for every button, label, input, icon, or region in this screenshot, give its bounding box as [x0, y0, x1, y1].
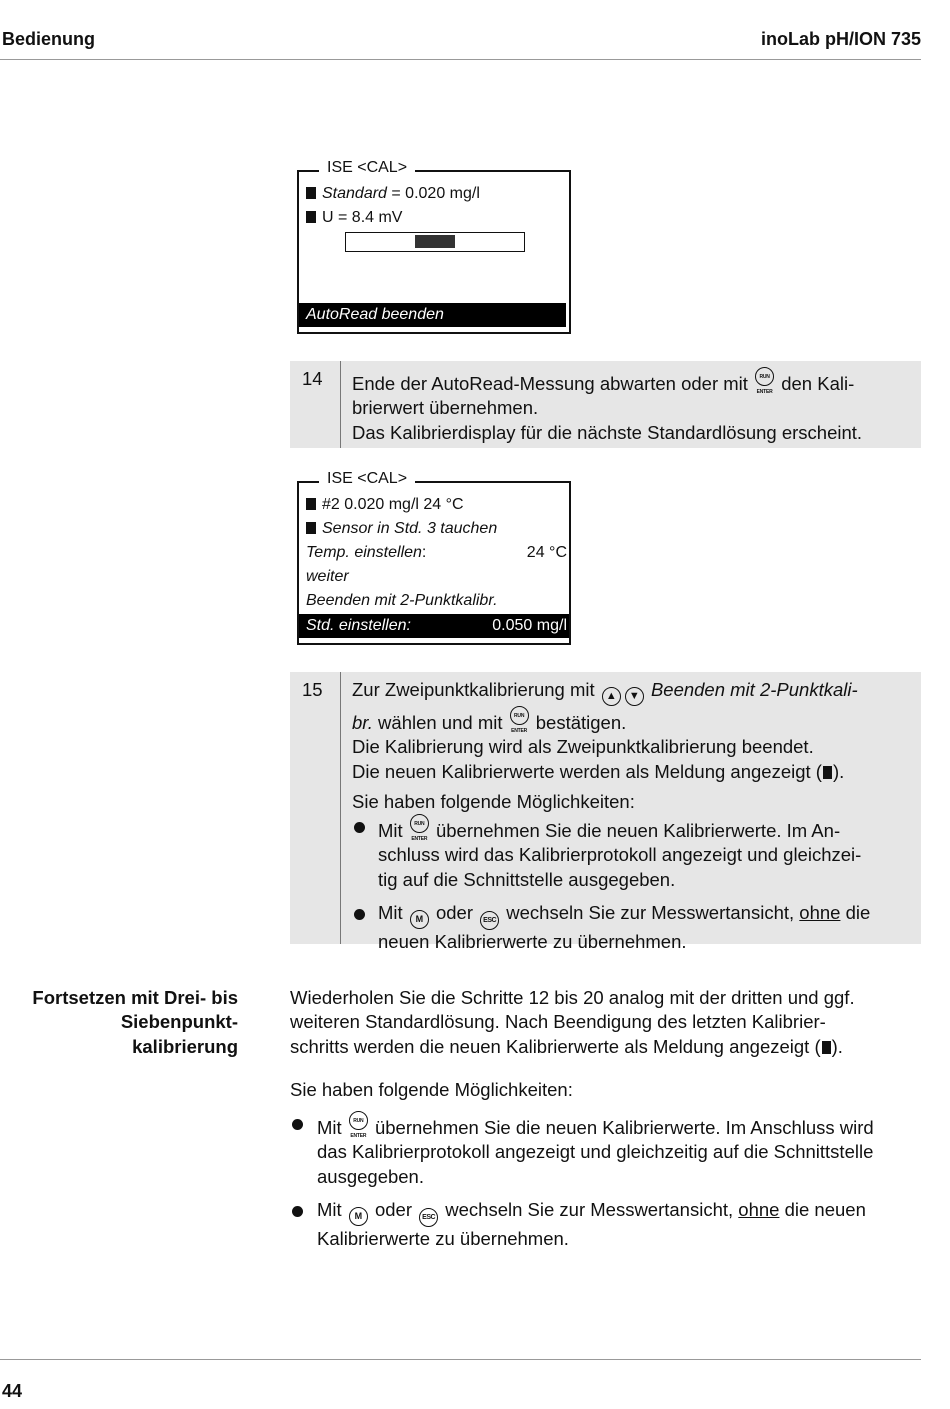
lcd-line-sensor-instruction: Sensor in Std. 3 tauchen	[306, 518, 569, 540]
status-square-icon	[306, 211, 316, 223]
autoread-progress-bar	[345, 232, 525, 252]
lcd-line-voltage: U = 8.4 mV	[306, 207, 569, 229]
arrow-down-key-icon: ▼	[625, 687, 644, 706]
step-15-text: Zur Zweipunktkalibrierung mit ▲ ▼ Beenden mit 2-Punktkali- br. wählen und mit RUN ENTER bestätigen. Die Kalibrierung wird als Zweipunktkalibrierung beendet. Die neuen Kalibrierwerte werden als Meldung angezeigt ( ). Sie haben folgende Möglichkeiten: Mit RUN ENTER übernehmen Sie die neuen Kalibrierwerte. Im An- schluss wird das Kalibrierprotokoll angezeigt und gleichzei- tig auf die Schnittstelle ausgegeben. Mit M oder ESC wechseln Sie zur Messwertansicht, ohne die neuen Kalibrierwerte zu übernehmen.	[352, 678, 913, 954]
status-square-icon	[306, 522, 316, 534]
section-paragraph-1: Wiederholen Sie die Schritte 12 bis 20 analog mit der dritten und ggf. weiteren Standardlösung. Nach Beendigung des letzten Kalibrier- schritts werden die neuen Kalibrierwerte als Meldung angezeigt ( ).	[290, 987, 855, 1057]
lcd-display-autoread	[297, 159, 571, 334]
option-discard-values: Mit M oder ESC wechseln Sie zur Messwertansicht, ohne die neuen Kalibrierwerte zu übernehmen.	[352, 901, 913, 954]
m-key-icon: M	[349, 1207, 368, 1226]
arrow-up-key-icon: ▲	[602, 687, 621, 706]
lcd-menu-temp-set: Temp. einstellen: 24 °C	[306, 544, 567, 561]
step-15-box	[290, 672, 921, 953]
section-options	[290, 1111, 922, 1251]
status-square-icon	[822, 1041, 831, 1054]
lcd-title: ISE <CAL>	[319, 158, 415, 178]
run-enter-key-icon: RUN ENTER	[410, 814, 429, 833]
step-number: 14	[302, 368, 323, 389]
page-number: 44	[2, 1381, 23, 1401]
step-divider	[340, 672, 341, 944]
section-heading: Fortsetzen mit Drei- bis Siebenpunkt- kalibrierung	[32, 987, 238, 1057]
status-square-icon	[306, 498, 316, 510]
step-14-text: Ende der AutoRead-Messung abwarten oder mit RUN ENTER den Kali- brierwert übernehmen. Das Kalibrierdisplay für die nächste Standardlösung erscheint.	[352, 367, 913, 445]
run-enter-key-icon: RUN ENTER	[349, 1111, 368, 1130]
lcd-menu-continue: weiter	[306, 568, 349, 585]
lcd-title: ISE <CAL>	[319, 469, 415, 489]
step-divider	[340, 361, 341, 448]
step-14-box	[290, 361, 921, 448]
run-enter-key-icon: RUN ENTER	[755, 367, 774, 386]
lcd-line-standard: Standard = 0.020 mg/l	[306, 183, 569, 205]
option-discard-values: Mit M oder ESC wechseln Sie zur Messwertansicht, ohne die neuen Kalibrierwerte zu übernehmen.	[290, 1198, 922, 1251]
section-paragraph-2: Sie haben folgende Möglichkeiten:	[290, 1079, 573, 1100]
step-number: 15	[302, 679, 323, 700]
status-square-icon	[306, 187, 316, 199]
option-accept-values: Mit RUN ENTER übernehmen Sie die neuen Kalibrierwerte. Im Anschluss wird das Kalibrierprotokoll angezeigt und gleichzeitig auf die Schnittstelle ausgegeben.	[290, 1111, 922, 1189]
header-product-name: inoLab pH/ION 735	[760, 29, 921, 49]
autoread-progress-fill	[415, 235, 455, 248]
m-key-icon: M	[410, 910, 429, 929]
run-enter-key-icon: RUN ENTER	[510, 706, 529, 725]
footer-rule	[0, 1359, 921, 1360]
lcd-display-calibration	[297, 470, 571, 645]
lcd-menu-end-2point: Beenden mit 2-Punktkalibr.	[306, 592, 498, 609]
esc-key-icon: ESC	[480, 911, 499, 930]
esc-key-icon: ESC	[419, 1208, 438, 1227]
option-accept-values: Mit RUN ENTER übernehmen Sie die neuen Kalibrierwerte. Im An- schluss wird das Kalibrierprotokoll angezeigt und gleichzei- tig auf die Schnittstelle ausgegeben.	[352, 814, 913, 892]
status-square-icon	[823, 766, 832, 779]
lcd-line-standard-temp: #2 0.020 mg/l 24 °C	[306, 494, 569, 516]
header-section-title: Bedienung	[2, 29, 95, 49]
lcd-menu-std-set-selected: Std. einstellen: 0.050 mg/l	[299, 614, 569, 638]
header-rule	[0, 59, 921, 60]
lcd-menu-autoread-end: AutoRead beenden	[299, 303, 566, 327]
